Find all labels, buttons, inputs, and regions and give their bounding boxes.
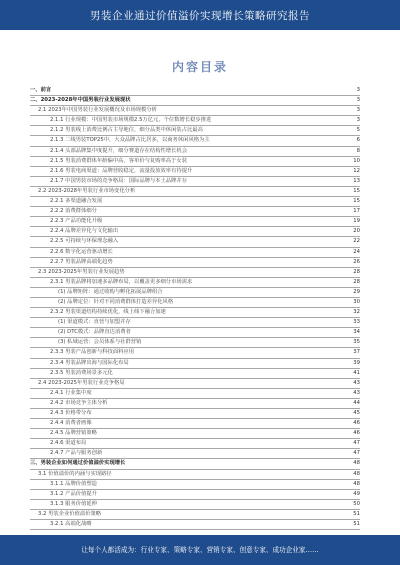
toc-entry-page-number: 51 — [351, 510, 360, 519]
toc-entry-page-number: 35 — [351, 338, 360, 347]
toc-heading: 内容目录 — [171, 60, 228, 74]
toc-entry-title: 2.3 2023-2025年男装行业发展趋势 — [38, 268, 125, 277]
toc-entry-title: 2.1.5 男装消费群体年龄偏中高，客单价与复购率高于女装 — [50, 157, 187, 166]
toc-entry-title: 2.2.6 数字化运营驱动增长 — [50, 248, 113, 257]
toc-entry-title: 2.1 2023年中国男装行业发展概况及市场规模分析 — [38, 106, 157, 115]
toc-entry-title: 2.4.4 消费者画像 — [50, 419, 92, 428]
toc-entry[interactable] — [30, 399, 360, 409]
toc-entry-title: 2.2.7 男装品牌高端化趋势 — [50, 258, 113, 267]
toc-entry[interactable] — [30, 298, 360, 308]
toc-entry-page-number: 3 — [355, 96, 360, 105]
toc-entry-page-number: 26 — [351, 258, 360, 267]
toc-entry-page-number: 50 — [351, 500, 360, 509]
toc-entry[interactable] — [30, 177, 360, 187]
toc-entry-page-number: 43 — [351, 379, 360, 388]
toc-entry[interactable] — [30, 227, 360, 237]
toc-entry[interactable] — [30, 348, 360, 358]
toc-entry-page-number: 3 — [355, 116, 360, 125]
toc-entry-title: 2.4 2023-2025年男装行业竞争格局 — [38, 379, 125, 388]
toc-entry-title: 一、前言 — [30, 86, 51, 95]
toc-entry-title: 2.1.2 男装线上消费比例占主导地位，细分品类中休闲装占比最高 — [50, 126, 203, 135]
toc-entry-title: 三、男装企业如何通过价值溢价实现增长 — [30, 459, 125, 468]
toc-entry[interactable] — [30, 217, 360, 227]
toc-entry-page-number: 37 — [351, 348, 360, 357]
toc-entry-title: 2.3.4 男装品牌出海与国际化布局 — [50, 359, 129, 368]
toc-entry[interactable] — [30, 268, 360, 278]
toc-entry[interactable] — [30, 147, 360, 157]
toc-entry-title: 2.2.3 产品功能化升级 — [50, 217, 102, 226]
toc-entry[interactable] — [30, 379, 360, 389]
toc-entry[interactable] — [30, 258, 360, 268]
toc-entry[interactable] — [30, 318, 360, 328]
toc-entry[interactable] — [30, 439, 360, 449]
toc-entry-page-number: 46 — [351, 429, 360, 438]
toc-entry[interactable] — [30, 409, 360, 419]
toc-entry-page-number: 10 — [351, 157, 360, 166]
toc-entry-title: 2.2 2023-2028年男装行业市场变化分析 — [38, 187, 135, 196]
page-footer-bar — [0, 535, 400, 565]
toc-entry-title: 3.1.3 服务价值延伸 — [50, 500, 97, 509]
toc-entry-page-number: 41 — [351, 369, 360, 378]
toc-entry-title: 2.4.6 渠道布局 — [50, 439, 86, 448]
toc-entry-page-number: 17 — [351, 207, 360, 216]
toc-entry-page-number: 13 — [351, 177, 360, 186]
report-title: 男装企业通过价值溢价实现增长策略研究报告 — [90, 10, 310, 22]
toc-entry-title: (3) 私域运营：会员体系与社群营销 — [58, 338, 141, 347]
toc-entry-page-number: 39 — [351, 359, 360, 368]
toc-entry-page-number: 48 — [351, 480, 360, 489]
toc-entry-page-number: 8 — [355, 147, 360, 156]
toc-entry-page-number: 46 — [351, 419, 360, 428]
toc-entry-page-number: 15 — [351, 187, 360, 196]
toc-entry-title: 2.3.5 男装消费场景多元化 — [50, 369, 113, 378]
toc-entry-title: 3.1 价值溢价的内涵与实现路径 — [38, 470, 112, 479]
toc-entry-page-number: 29 — [351, 288, 360, 297]
toc-entry-title: 2.4.1 行业集中度 — [50, 389, 92, 398]
toc-entry[interactable] — [30, 480, 360, 490]
toc-entry-title: 2.2.4 品牌差异化与文化输出 — [50, 227, 118, 236]
toc-entry[interactable] — [30, 157, 360, 167]
toc-entry[interactable] — [30, 237, 360, 247]
toc-entry-title: 2.4.3 价格带分布 — [50, 409, 92, 418]
toc-entry-page-number: 49 — [351, 490, 360, 499]
toc-entry-title: 2.2.1 多渠道融合发展 — [50, 197, 102, 206]
toc-entry-title: 2.1.1 行业规模：中国男装市场规模2.5万亿元，个位数增长稳步推进 — [50, 116, 211, 125]
toc-entry[interactable] — [30, 369, 360, 379]
toc-entry-title: 2.2.5 可持续与环保理念融入 — [50, 237, 118, 246]
toc-entry-title: 3.2.1 高端化战略 — [50, 520, 92, 529]
toc-entry-page-number: 22 — [351, 237, 360, 246]
toc-entry-page-number: 12 — [351, 167, 360, 176]
toc-entry-page-number: 3 — [355, 86, 360, 95]
toc-entry[interactable] — [30, 96, 360, 106]
footer-slogan: 让每个人都活成为：行业专家、策略专家、营销专家、创意专家、成功企业家…… — [81, 546, 319, 554]
toc-entry[interactable] — [30, 328, 360, 338]
toc-entry-title: 3.1.2 产品价值提升 — [50, 490, 97, 499]
toc-entry-page-number: 6 — [355, 136, 360, 145]
toc-entry[interactable] — [30, 459, 360, 469]
toc-entry[interactable] — [30, 338, 360, 348]
toc-entry-page-number: 43 — [351, 389, 360, 398]
toc-entry-title: 2.3.1 男装品牌将加速多品牌布局，以覆盖更多细分市场需求 — [50, 278, 192, 287]
toc-entry[interactable] — [30, 207, 360, 217]
toc-entry-title: 2.4.2 市场竞争主体分析 — [50, 399, 108, 408]
toc-entry-page-number: 47 — [351, 449, 360, 458]
toc-entry[interactable] — [30, 359, 360, 369]
toc-entry[interactable] — [30, 136, 360, 146]
toc-entry-page-number: 47 — [351, 439, 360, 448]
toc-entry[interactable] — [30, 86, 360, 96]
toc-entry-title: 2.1.6 男装电商渠道：品牌营收稳定，流量投放效率有待提升 — [50, 167, 192, 176]
toc-entry-page-number: 32 — [351, 308, 360, 317]
toc-entry-page-number: 51 — [351, 520, 360, 529]
toc-entry[interactable] — [30, 197, 360, 207]
toc-entry-title: 2.1.7 中国男装市场的竞争格局：国际品牌与本土品牌并存 — [50, 177, 187, 186]
toc-entry-title: 3.1.1 品牌价值塑造 — [50, 480, 97, 489]
toc-entry-page-number: 28 — [351, 268, 360, 277]
toc-entry[interactable] — [30, 419, 360, 429]
toc-entry[interactable] — [30, 278, 360, 288]
toc-entry-title: 2.1.4 头部品牌集中度提升，细分赛道存在结构性增长机会 — [50, 147, 187, 156]
toc-entry-page-number: 15 — [351, 197, 360, 206]
toc-entry-title: (1) 品牌矩阵：通过收购与孵化拓展品牌组合 — [58, 288, 163, 297]
toc-entry-title: 2.3.3 男装产品创新与科技面料应用 — [50, 348, 134, 357]
toc-entry[interactable] — [30, 187, 360, 197]
toc-entry-title: 2.4.5 品牌营销策略 — [50, 429, 97, 438]
toc-entry[interactable] — [30, 248, 360, 258]
toc-entry[interactable] — [30, 449, 360, 459]
toc-entry-page-number: 20 — [351, 227, 360, 236]
toc-entry[interactable] — [30, 510, 360, 520]
toc-entry-title: 2.3.2 男装渠道结构持续优化，线上线下融合加速 — [50, 308, 166, 317]
toc-entry-page-number: 30 — [351, 298, 360, 307]
toc-entry-title: 二、2023-2028年中国男装行业发展现状 — [30, 96, 131, 105]
toc-entry[interactable] — [30, 288, 360, 298]
toc-entry[interactable] — [30, 167, 360, 177]
toc-entry-page-number: 34 — [351, 328, 360, 337]
toc-entry-title: (1) 渠道模式：直营与加盟并存 — [58, 318, 131, 327]
toc-entry[interactable] — [30, 520, 360, 530]
toc-entry-title: 3.2 男装企业价值溢价策略 — [38, 510, 101, 519]
toc-entry-page-number: 28 — [351, 278, 360, 287]
toc-entry[interactable] — [30, 308, 360, 318]
toc-entry-page-number: 33 — [351, 318, 360, 327]
toc-entry-page-number: 48 — [351, 470, 360, 479]
toc-entry[interactable] — [30, 429, 360, 439]
toc-entry[interactable] — [30, 126, 360, 136]
table-of-contents — [30, 86, 360, 530]
toc-entry-title: (2) 品牌定位：针对不同消费群体打造差异化风格 — [58, 298, 173, 307]
toc-entry[interactable] — [30, 500, 360, 510]
toc-entry[interactable] — [30, 106, 360, 116]
toc-entry-page-number: 44 — [351, 399, 360, 408]
toc-entry-title: (2) DTC模式：品牌直达消费者 — [58, 328, 131, 337]
toc-entry-page-number: 45 — [351, 409, 360, 418]
toc-entry-page-number: 24 — [351, 248, 360, 257]
toc-entry-page-number: 5 — [355, 126, 360, 135]
toc-entry-page-number: 3 — [355, 106, 360, 115]
toc-entry-title: 2.2.2 消费群体细分 — [50, 207, 97, 216]
toc-entry[interactable] — [30, 116, 360, 126]
toc-entry[interactable] — [30, 470, 360, 480]
toc-entry-title: 2.4.7 产品与服务创新 — [50, 449, 102, 458]
toc-entry-page-number: 19 — [351, 217, 360, 226]
toc-entry[interactable] — [30, 389, 360, 399]
toc-entry[interactable] — [30, 490, 360, 500]
toc-entry-title: 2.1.3 二线男装TOP25中，大众品牌占比居多，以商务休闲风格为主 — [50, 136, 210, 145]
toc-entry-page-number: 48 — [351, 459, 360, 468]
page-header-bar — [0, 0, 400, 30]
